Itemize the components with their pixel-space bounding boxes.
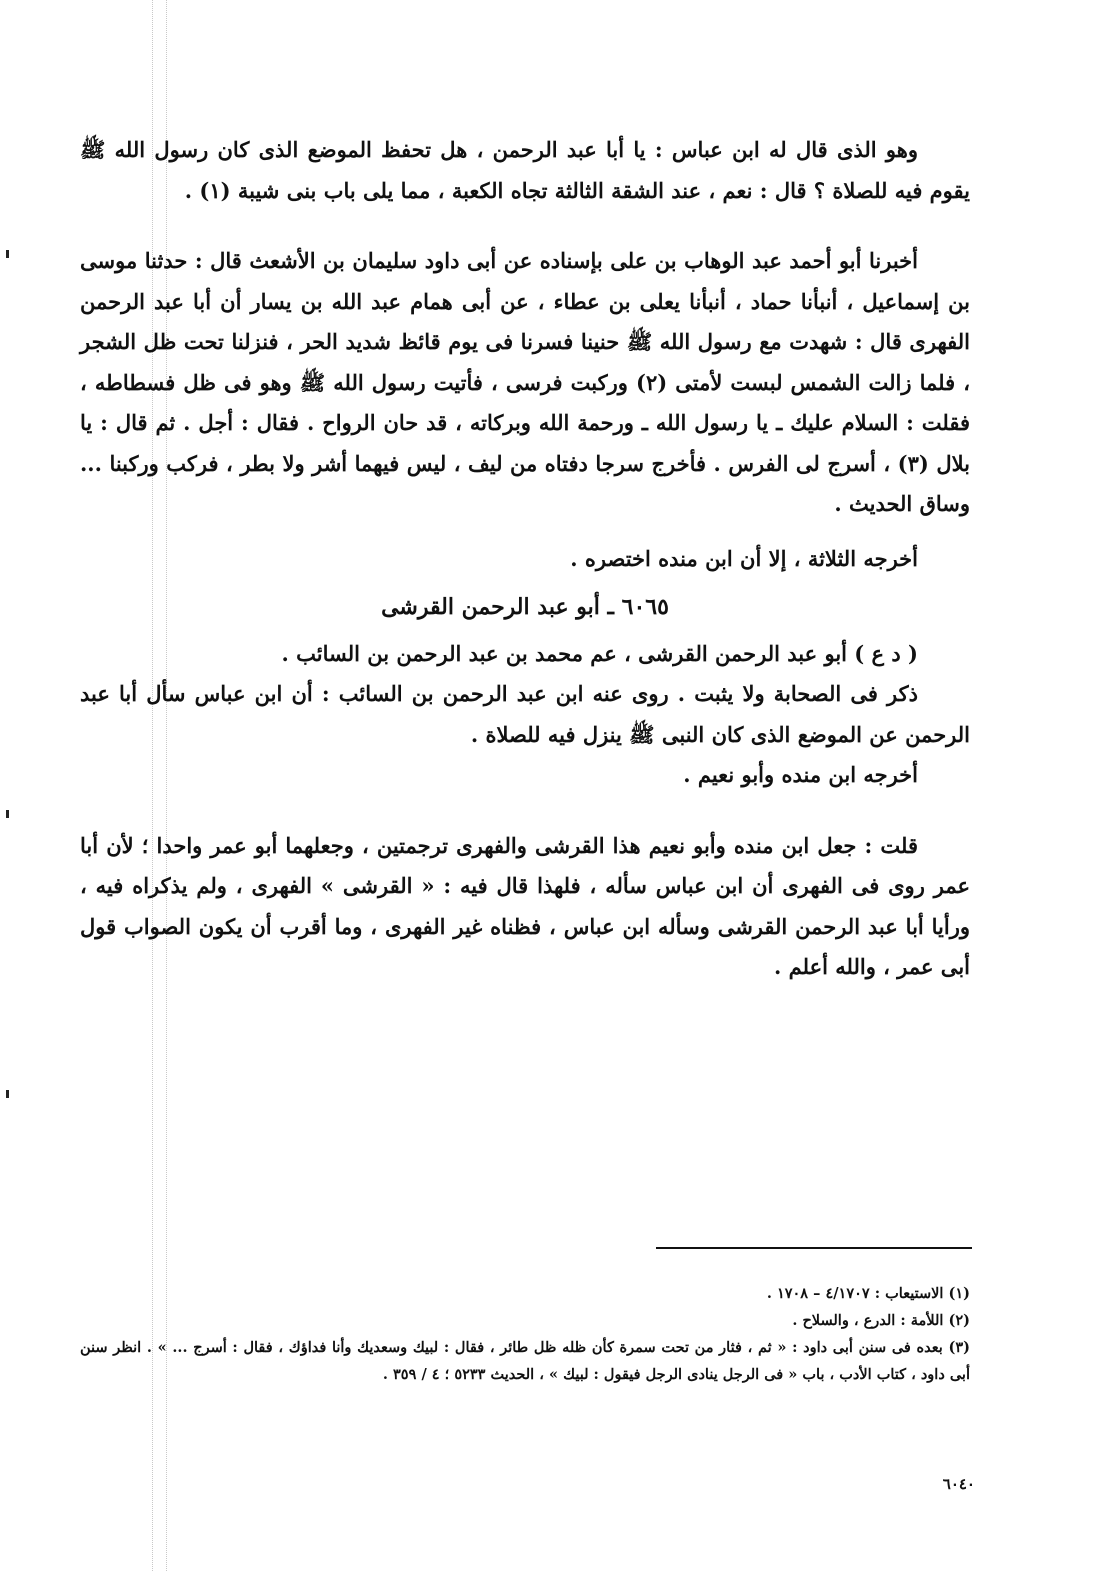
- paragraph-1: وهو الذى قال له ابن عباس : يا أبا عبد الرحمن ، هل تحفظ الموضع الذى كان رسول الله ﷺ يقوم فيه للصلاة ؟ قال : نعم ، عند الشقة الثالثة تجاه الكعبة ، مما يلى باب بنى شيبة (١) .: [80, 137, 970, 203]
- entry-paragraph-4: قلت : جعل ابن منده وأبو نعيم هذا القرشى والفهرى ترجمتين ، وجعلهما أبو عمر واحدا ؛ لأن أبا عمر روى فى الفهرى أن ابن عباس سأله ، فلهذا قال فيه : « القرشى » الفهرى ، ولم يذكراه فيه ، ورأيا أبا عبد الرحمن القرشى وسأله ابن عباس ، فظناه غير الفهرى ، وما أقرب أن يكون الصواب قول أبى عمر ، والله أعلم .: [80, 832, 970, 979]
- paragraph-3: أخرجه الثلاثة ، إلا أن ابن منده اختصره .: [570, 545, 918, 571]
- paragraph-2: أخبرنا أبو أحمد عبد الوهاب بن على بإسناده عن أبى داود سليمان بن الأشعث قال : حدثنا موسى بن إسماعيل ، أنبأنا حماد ، أنبأنا يعلى بن عطاء ، عن أبى همام عبد الله بن يسار أن أبا عبد الرحمن الفهرى قال : شهدت مع رسول الله ﷺ حنينا فسرنا فى يوم قائظ شديد الحر ، فنزلنا تحت ظل الشجر ، فلما زالت الشمس لبست لأمتى (٢) وركبت فرسى ، فأتيت رسول الله ﷺ وهو فى ظل فسطاطه ، فقلت : السلام عليك ـ يا رسول الله ـ ورحمة الله وبركاته ، قد حان الرواح . فقال : أجل . ثم قال : يا بلال (٣) ، أسرج لى الفرس . فأخرج سرجا دفتاه من ليف ، ليس فيهما أشر ولا بطر ، فركب وركبنا ... وساق الحديث .: [80, 248, 970, 516]
- entry-paragraph-3: أخرجه ابن منده وأبو نعيم .: [683, 762, 918, 787]
- margin-speck: [6, 250, 9, 258]
- main-text: [80, 130, 970, 988]
- footnote-3: (٣) بعده فى سنن أبى داود : « ثم ، فثار من تحت سمرة كأن ظله ظل طائر ، فقال : لبيك وسعديك وأنا فداؤك ، فقال : أسرج ... » . انظر سنن أبى داود ، كتاب الأدب ، باب « فى الرجل ينادى الرجل فيقول : لبيك » ، الحديث ٥٢٣٣ ؛ ٤ / ٣٥٩ .: [80, 1339, 970, 1383]
- footnote-2: (٢) اللأمة : الدرع ، والسلاح .: [792, 1312, 970, 1329]
- entry-heading: ٦٠٦٥ ـ أبو عبد الرحمن القرشى: [381, 594, 669, 620]
- footnotes: [80, 1280, 970, 1388]
- footnote-1: (١) الاستيعاب : ٤/١٧٠٧ – ١٧٠٨ .: [766, 1285, 970, 1302]
- margin-speck: [6, 810, 9, 818]
- entry-paragraph-1: ( د ع ) أبو عبد الرحمن القرشى ، عم محمد بن عبد الرحمن بن السائب .: [281, 640, 918, 666]
- footnote-separator: [656, 1247, 972, 1249]
- margin-speck: [6, 1090, 9, 1098]
- page-number: ٦٠٤٠: [942, 1475, 975, 1493]
- entry-paragraph-2: ذكر فى الصحابة ولا يثبت . روى عنه ابن عبد الرحمن بن السائب : أن ابن عباس سأل أبا عبد الرحمن عن الموضع الذى كان النبى ﷺ ينزل فيه للصلاة .: [80, 681, 970, 747]
